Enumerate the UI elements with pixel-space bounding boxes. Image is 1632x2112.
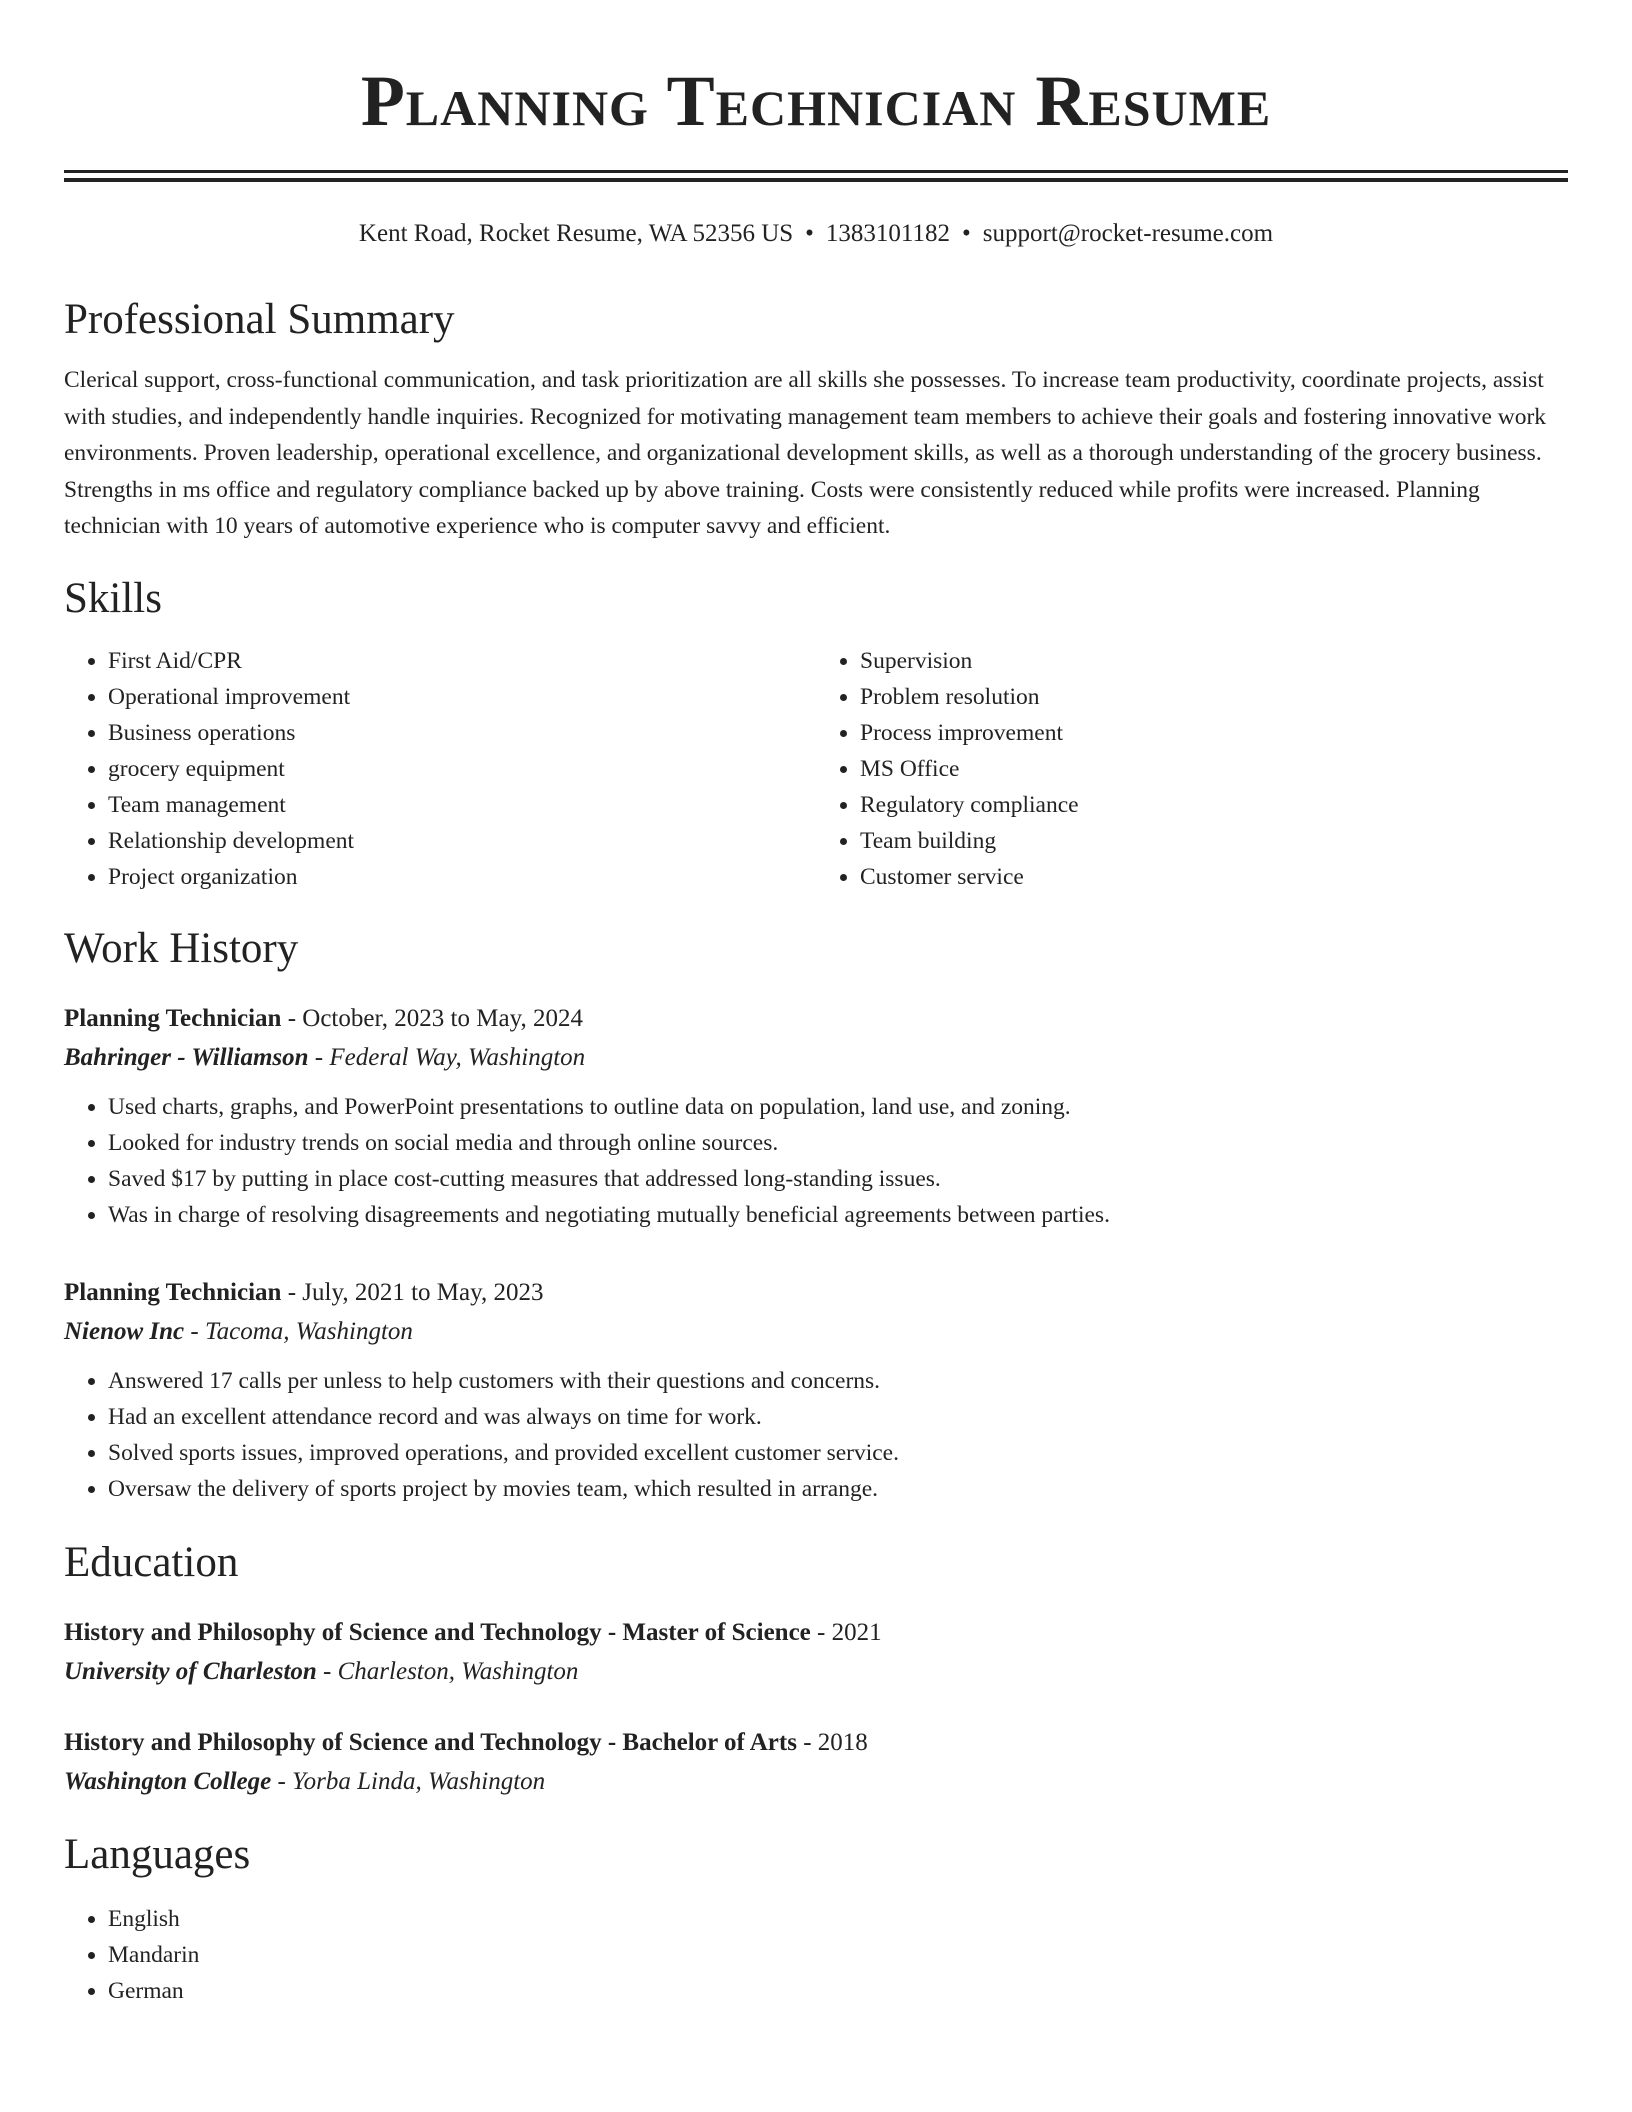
job-dash: - bbox=[281, 1004, 303, 1032]
skill-item: • Team building bbox=[860, 823, 1568, 859]
job-title: Planning Technician bbox=[64, 1004, 282, 1032]
contact-separator: • bbox=[962, 220, 971, 247]
education-school: Washington College bbox=[64, 1767, 272, 1795]
job-bullet: • Answered 17 calls per unless to help customers with their questions and concerns. bbox=[108, 1363, 1568, 1399]
education-degree-line bbox=[64, 1723, 1568, 1763]
job-bullet: • Looked for industry trends on social media and through online sources. bbox=[108, 1125, 1568, 1161]
education-degree: History and Philosophy of Science and Technology - Master of Science bbox=[64, 1618, 811, 1646]
contact-phone: 1383101182 bbox=[825, 220, 950, 247]
work-history-heading: Work History bbox=[64, 924, 299, 972]
job-company: Bahringer - Williamson bbox=[64, 1043, 309, 1071]
skill-item: • Project organization bbox=[108, 859, 816, 895]
skill-item: • First Aid/CPR bbox=[108, 643, 816, 679]
job-bullet: • Was in charge of resolving disagreements and negotiating mutually beneficial agreements between parties. bbox=[108, 1197, 1568, 1233]
job-bullet: • Oversaw the delivery of sports project by movies team, which resulted in arrange. bbox=[108, 1471, 1568, 1507]
job-bullets bbox=[64, 1363, 1568, 1507]
job-bullet: • Saved $17 by putting in place cost-cutting measures that addressed long-standing issues. bbox=[108, 1161, 1568, 1197]
skill-item: • Customer service bbox=[860, 859, 1568, 895]
job-dash: - bbox=[184, 1317, 205, 1345]
skill-item: • Supervision bbox=[860, 643, 1568, 679]
skill-item: • Regulatory compliance bbox=[860, 787, 1568, 823]
education-heading: Education bbox=[64, 1538, 239, 1586]
job-dates: July, 2021 to May, 2023 bbox=[302, 1278, 544, 1306]
education-year: 2021 bbox=[831, 1618, 882, 1646]
education-degree-line bbox=[64, 1613, 1568, 1653]
skill-item: • Business operations bbox=[108, 715, 816, 751]
summary-heading: Professional Summary bbox=[64, 296, 455, 343]
skills-column-right bbox=[816, 643, 1568, 895]
job-bullet: • Used charts, graphs, and PowerPoint presentations to outline data on population, land use, and zoning. bbox=[108, 1089, 1568, 1125]
skill-item: • Relationship development bbox=[108, 823, 816, 859]
contact-email[interactable]: support@rocket-resume.com bbox=[982, 220, 1274, 247]
job-location: Federal Way, Washington bbox=[329, 1043, 586, 1071]
job-dates: October, 2023 to May, 2024 bbox=[302, 1004, 583, 1032]
job-title: Planning Technician bbox=[64, 1278, 282, 1306]
resume-title: Planning Technician Resume bbox=[360, 61, 1272, 141]
education-dash: - bbox=[316, 1657, 338, 1685]
contact-separator: • bbox=[805, 220, 814, 247]
education-school: University of Charleston bbox=[64, 1657, 317, 1685]
language-item: • Mandarin bbox=[108, 1937, 1568, 1973]
job-header bbox=[64, 1273, 1568, 1313]
summary-text: Clerical support, cross-functional communication, and task prioritization are all skills she possesses. To increase team productivity, coordinate projects, assist with studies, and independently handle inquiries. Recognized for motivating management team members to achieve their goals and fostering innovative work environments. Proven leadership, operational excellence, and organizational development skills, as well as a thorough understanding of the grocery business. Strengths in ms office and regulatory compliance backed up by above training. Costs were consistently reduced while profits were increased. Planning technician with 10 years of automotive experience who is computer savvy and efficient. bbox=[64, 367, 1547, 539]
education-dash: - bbox=[796, 1728, 818, 1756]
contact-line bbox=[64, 218, 1568, 250]
languages-heading: Languages bbox=[64, 1830, 251, 1878]
contact-address: Kent Road, Rocket Resume, WA 52356 US bbox=[358, 220, 794, 247]
education-school-line bbox=[64, 1653, 1568, 1691]
job-company-line bbox=[64, 1039, 1568, 1077]
skill-item: • MS Office bbox=[860, 751, 1568, 787]
job-company-line bbox=[64, 1313, 1568, 1351]
education-dash: - bbox=[810, 1618, 832, 1646]
language-item: • English bbox=[108, 1901, 1568, 1937]
languages-list bbox=[64, 1901, 1568, 2009]
skill-item: • Team management bbox=[108, 787, 816, 823]
skills-heading: Skills bbox=[64, 574, 162, 622]
skills-list bbox=[64, 643, 1568, 895]
education-location: Charleston, Washington bbox=[337, 1657, 579, 1685]
skill-item: • Problem resolution bbox=[860, 679, 1568, 715]
job-entry bbox=[64, 999, 1568, 1233]
language-item: • German bbox=[108, 1973, 1568, 2009]
skill-item: • Process improvement bbox=[860, 715, 1568, 751]
job-entry bbox=[64, 1273, 1568, 1507]
education-degree: History and Philosophy of Science and Technology - Bachelor of Arts bbox=[64, 1728, 797, 1756]
education-year: 2018 bbox=[817, 1728, 868, 1756]
job-bullets bbox=[64, 1089, 1568, 1233]
title-divider bbox=[64, 170, 1568, 182]
education-school-line bbox=[64, 1763, 1568, 1801]
job-dash: - bbox=[281, 1278, 303, 1306]
skill-item: • grocery equipment bbox=[108, 751, 816, 787]
job-company: Nienow Inc bbox=[64, 1317, 185, 1345]
education-location: Yorba Linda, Washington bbox=[292, 1767, 546, 1795]
skills-column-left bbox=[64, 643, 816, 895]
job-header bbox=[64, 999, 1568, 1039]
job-bullet: • Had an excellent attendance record and was always on time for work. bbox=[108, 1399, 1568, 1435]
job-dash: - bbox=[308, 1043, 330, 1071]
education-dash: - bbox=[271, 1767, 293, 1795]
skill-item: • Operational improvement bbox=[108, 679, 816, 715]
job-bullet: • Solved sports issues, improved operations, and provided excellent customer service. bbox=[108, 1435, 1568, 1471]
education-entry bbox=[64, 1723, 1568, 1801]
education-entry bbox=[64, 1613, 1568, 1691]
job-location: Tacoma, Washington bbox=[204, 1317, 413, 1345]
